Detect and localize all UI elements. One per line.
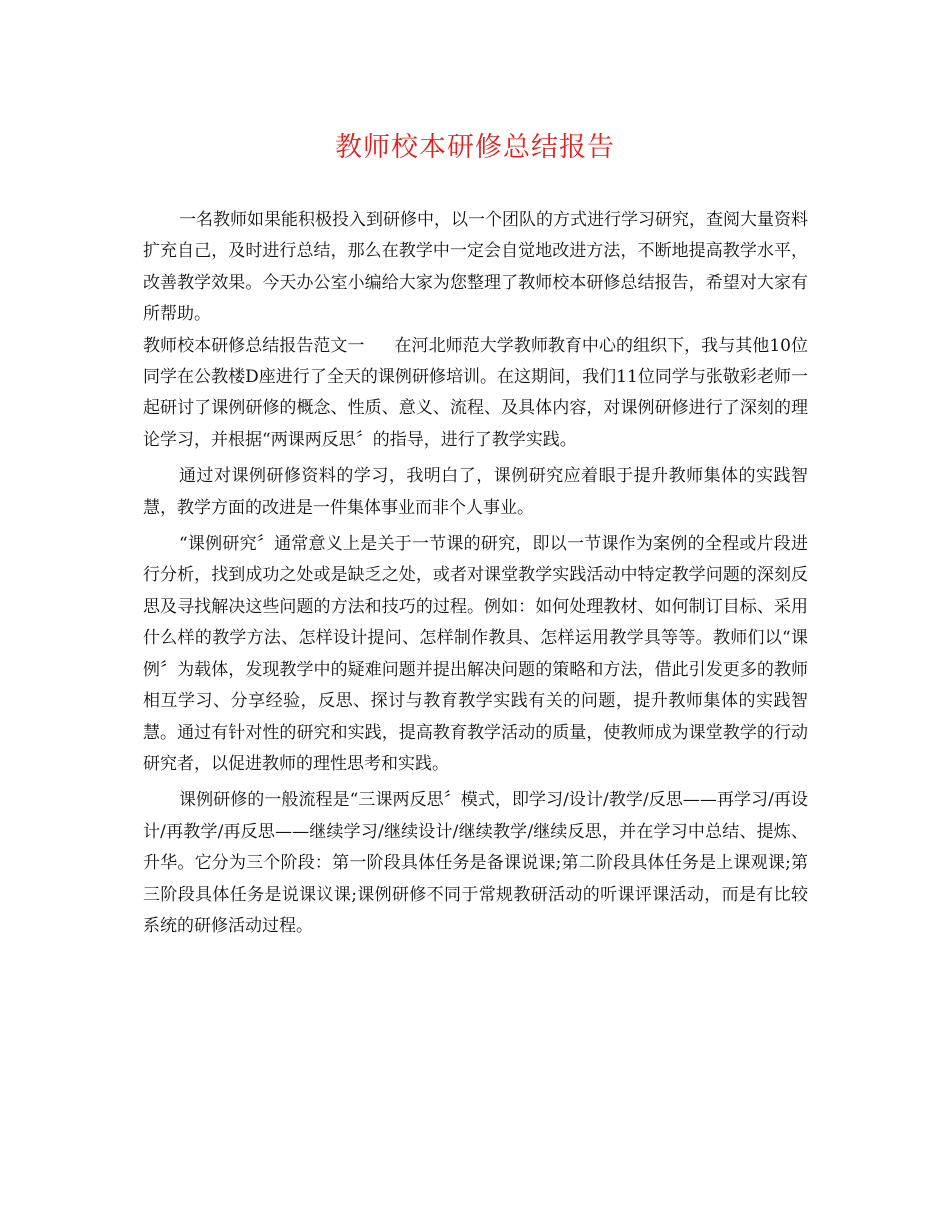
- paragraph-3: “课例研究〞通常意义上是关于一节课的研究，即以一节课作为案例的全程或片段进行分析，找到成功之处或是缺乏之处，或者对课堂教学实践活动中特定教学问题的深刻反思及寻找解决这些问题的方法和技巧的过程。例如：如何处理教材、如何制订目标、采用什么样的教学方法、怎样设计提问、怎样制作教具、怎样运用教学具等等。教师们以“课例〞为载体，发现教学中的疑难问题并提出解决问题的策略和方法，借此引发更多的教师相互学习、分享经验，反思、探讨与教育教学实践有关的问题，提升教师集体的实践智慧。通过有针对性的研究和实践，提高教育教学活动的质量，使教师成为课堂教学的行动研究者，以促进教师的理性思考和实践。: [143, 534, 808, 774]
- section1-heading: 教师校本研修总结报告范文一: [143, 335, 365, 356]
- document-body: [143, 205, 808, 942]
- paragraph-2: 通过对课例研修资料的学习，我明白了，课例研究应着眼于提升教师集体的实践智慧，教学方面的改进是一件集体事业而非个人事业。: [143, 466, 808, 518]
- paragraph-4: 课例研修的一般流程是“三课两反思〞模式，即学习/设计/教学/反思——再学习/再设计/再教学/再反思——继续学习/继续设计/继续教学/继续反思，并在学习中总结、提炼、升华。它分为三个阶段：第一阶段具体任务是备课说课;第二阶段具体任务是上课观课;第三阶段具体任务是说课议课;课例研修不同于常规教研活动的听课评课活动，而是有比较系统的研修活动过程。: [143, 790, 808, 936]
- intro-paragraph: 一名教师如果能积极投入到研修中，以一个团队的方式进行学习研究，查阅大量资料扩充自己，及时进行总结，那么在教学中一定会自觉地改进方法，不断地提高教学水平，改善教学效果。今天办公室小编给大家为您整理了教师校本研修总结报告，希望对大家有所帮助。: [143, 210, 808, 325]
- document-title: 教师校本研修总结报告: [335, 132, 615, 163]
- section1-paragraph: [143, 331, 808, 457]
- section1-text: 在河北师范大学教师教育中心的组织下，我与其他10位同学在公教楼D座进行了全天的课例研修培训。在这期间，我们11位同学与张敬彩老师一起研讨了课例研修的概念、性质、意义、流程、及具体内容，对课例研修进行了深刻的理论学习，并根据“两课两反思〞的指导，进行了教学实践。: [143, 335, 808, 450]
